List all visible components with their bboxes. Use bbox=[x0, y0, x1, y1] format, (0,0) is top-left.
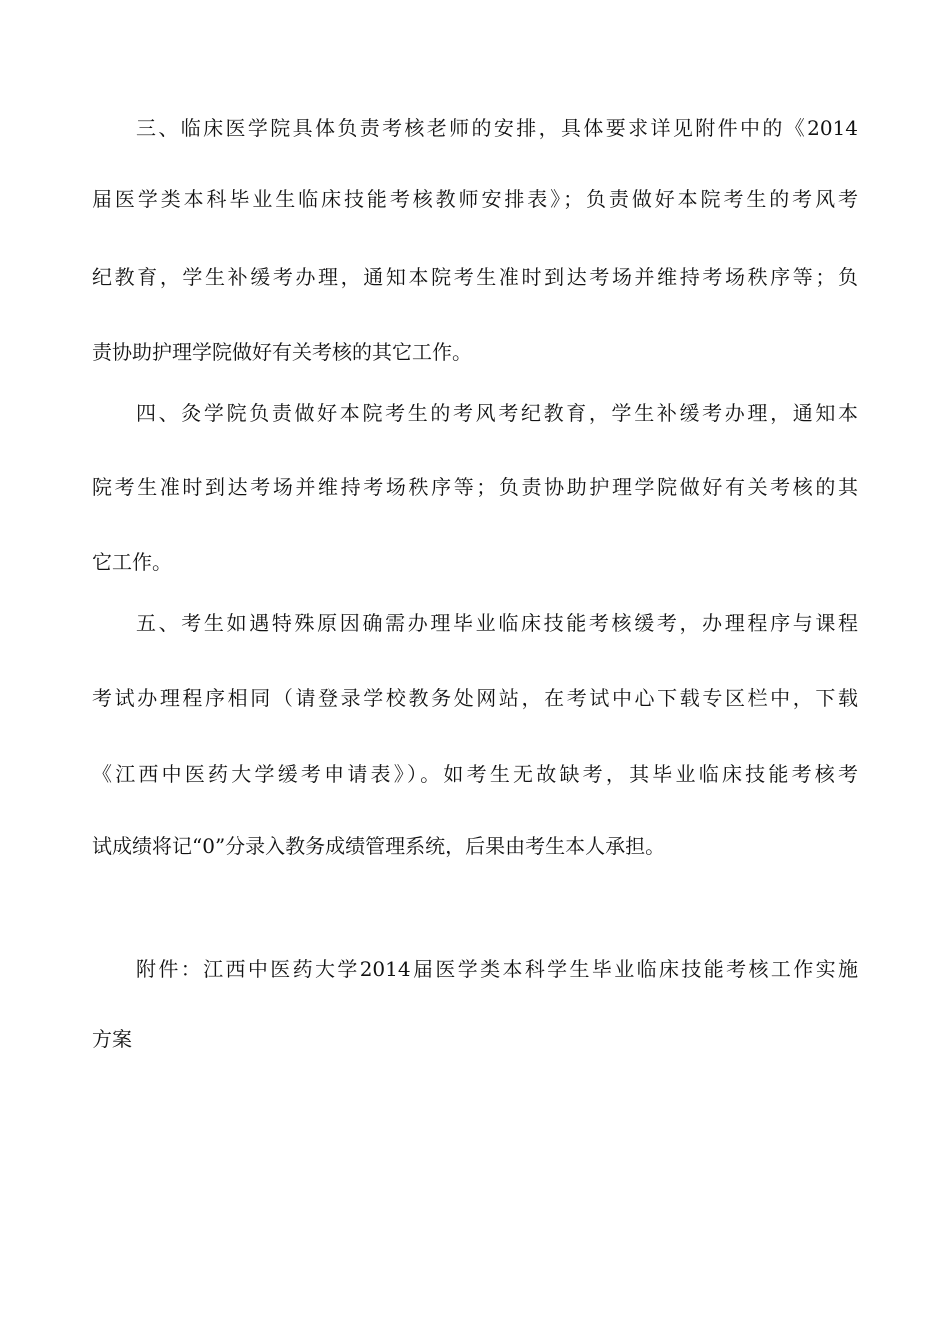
paragraph-3-line-3: 纪教育，学生补缓考办理，通知本院考生准时到达考场并维持考场秩序等；负 bbox=[92, 265, 858, 289]
paragraph-4-line-1: 四、灸学院负责做好本院考生的考风考纪教育，学生补缓考办理，通知本 bbox=[136, 401, 858, 425]
attachment-line-1: 附件：江西中医药大学2014届医学类本科学生毕业临床技能考核工作实施 bbox=[136, 957, 858, 981]
paragraph-5-line-1: 五、考生如遇特殊原因确需办理毕业临床技能考核缓考，办理程序与课程 bbox=[136, 611, 858, 635]
paragraph-5-line-4: 试成绩将记“0”分录入教务成绩管理系统，后果由考生本人承担。 bbox=[92, 834, 666, 858]
document-page bbox=[92, 0, 858, 1344]
paragraph-3-line-4: 责协助护理学院做好有关考核的其它工作。 bbox=[92, 340, 472, 364]
paragraph-3-line-2: 届医学类本科毕业生临床技能考核教师安排表》；负责做好本院考生的考风考 bbox=[92, 187, 858, 211]
paragraph-5-line-2: 考试办理程序相同（请登录学校教务处网站，在考试中心下载专区栏中，下载 bbox=[92, 686, 858, 710]
paragraph-4-line-3: 它工作。 bbox=[92, 550, 172, 574]
paragraph-5-line-3: 《江西中医药大学缓考申请表》）。如考生无故缺考，其毕业临床技能考核考 bbox=[92, 762, 858, 786]
attachment-line-2: 方案 bbox=[92, 1027, 132, 1051]
paragraph-4-line-2: 院考生准时到达考场并维持考场秩序等；负责协助护理学院做好有关考核的其 bbox=[92, 475, 858, 499]
paragraph-3-line-1: 三、临床医学院具体负责考核老师的安排，具体要求详见附件中的《2014 bbox=[136, 116, 858, 140]
